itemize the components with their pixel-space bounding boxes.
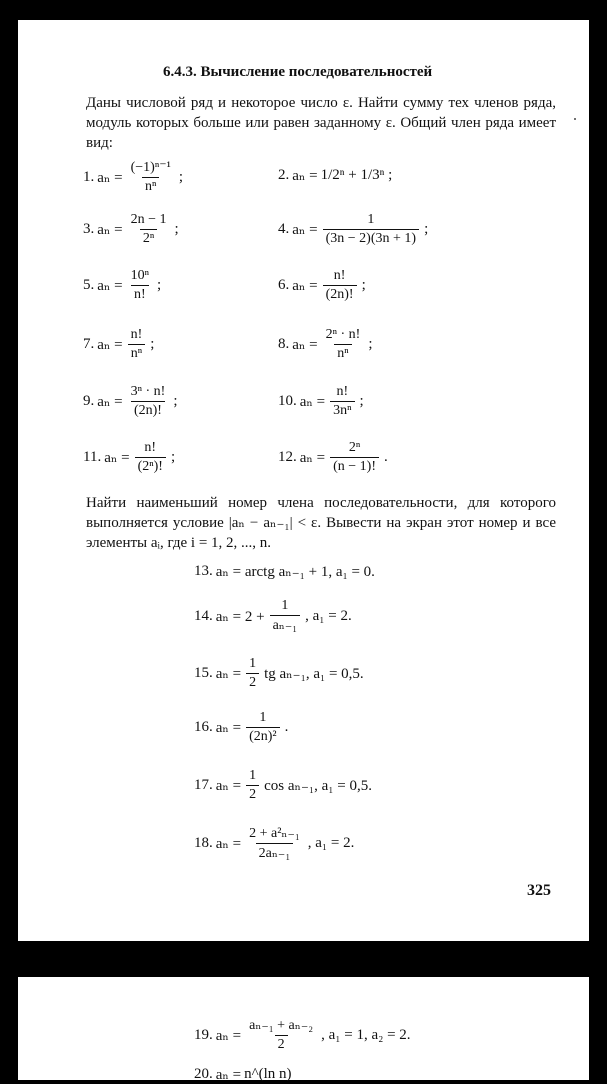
formula-6-number: 6. [278, 277, 290, 293]
formula-7-lhs: aₙ = [97, 337, 123, 353]
formula-17 [194, 768, 372, 803]
formula-1-tail: ; [178, 168, 183, 185]
formula-15-number: 15. [194, 665, 213, 681]
formula-9-number: 9. [83, 393, 95, 409]
formula-17-number: 17. [194, 777, 213, 793]
formula-11-tail: ; [170, 449, 176, 465]
formula-5-number: 5. [83, 277, 95, 293]
formula-17-numerator: 1 [249, 768, 257, 783]
formula-20-lhs: aₙ = [215, 1067, 242, 1083]
formula-17-tail: cos aₙ₋₁, a₁ = 0,5. [264, 778, 372, 794]
formula-18-numerator: 2 + a²ₙ₋₁ [249, 826, 300, 841]
formula-3-lhs: aₙ = [97, 222, 123, 238]
book-page-325 [18, 20, 589, 941]
formula-14-lhs: aₙ = 2 + [215, 608, 265, 625]
formula-7-tail: ; [150, 336, 155, 352]
formula-18-lhs: aₙ = [215, 836, 242, 852]
formula-8 [278, 327, 373, 362]
formula-19-denominator: 2 [275, 1035, 288, 1053]
formula-16-tail: . [284, 719, 289, 735]
formula-4 [278, 212, 428, 247]
formula-18 [194, 825, 354, 862]
task2-paragraph: Найти наименьший номер члена последовательности, для которого выполняется условие |aₙ − aₙ₋₁| < ε. Вывести на экран этот номер и все элементы aᵢ, где i = 1, 2, ..., n. [86, 495, 556, 551]
formula-18-tail: , a₁ = 2. [307, 835, 355, 851]
formula-4-denominator: (3n − 2)(3n + 1) [323, 229, 419, 247]
formula-20-partial [194, 1065, 292, 1084]
formula-5-denominator: n! [131, 285, 149, 303]
formula-7-number: 7. [83, 336, 95, 352]
formula-3-number: 3. [83, 221, 95, 237]
formula-15-tail: tg aₙ₋₁, a₁ = 0,5. [264, 666, 364, 682]
formula-3 [83, 212, 179, 247]
formula-11-denominator: (2ⁿ)! [135, 457, 166, 475]
formula-7 [83, 327, 154, 362]
formula-4-numerator: 1 [367, 212, 375, 227]
formula-1-number: 1. [83, 168, 95, 185]
formula-4-lhs: aₙ = [292, 222, 318, 238]
formula-9-lhs: aₙ = [97, 394, 123, 410]
formula-2-expression: 1/2ⁿ + 1/3ⁿ ; [320, 167, 393, 183]
formula-5 [83, 268, 161, 303]
formula-12-number: 12. [278, 449, 297, 465]
page-number: 325 [527, 882, 551, 899]
formula-11-numerator: n! [144, 440, 157, 455]
formula-16-denominator: (2n)² [246, 727, 280, 745]
formula-10-numerator: n! [336, 384, 349, 399]
formula-8-denominator: nⁿ [334, 344, 351, 362]
formula-12-tail: . [384, 449, 388, 465]
formula-4-tail: ; [424, 221, 429, 237]
formula-10-lhs: aₙ = [299, 394, 326, 410]
formula-14-numerator: 1 [281, 598, 289, 613]
formula-12-denominator: (n − 1)! [330, 457, 379, 475]
formula-7-numerator: n! [130, 327, 143, 342]
formula-15 [194, 656, 364, 691]
formula-12-numerator: 2ⁿ [348, 440, 361, 455]
formula-8-numerator: 2ⁿ · n! [325, 327, 361, 342]
intro-paragraph: Даны числовой ряд и некоторое число ε. Найти сумму тех членов ряда, модуль которых больше или равен заданному ε. Общий член ряда имеет вид: [86, 95, 556, 151]
formula-1 [83, 159, 183, 195]
formula-11-lhs: aₙ = [104, 450, 130, 466]
formula-5-tail: ; [157, 277, 162, 293]
formula-2-number: 2. [278, 167, 290, 183]
formula-6-denominator: (2n)! [323, 285, 357, 303]
formula-11 [83, 440, 175, 475]
formula-9-numerator: 3ⁿ · n! [130, 384, 166, 399]
formula-6 [278, 268, 366, 303]
formula-10 [278, 384, 364, 419]
formula-1-numerator: (−1)ⁿ⁻¹ [130, 160, 171, 175]
section-title: 6.4.3. Вычисление последовательностей [163, 64, 433, 80]
formula-5-lhs: aₙ = [97, 278, 123, 294]
formula-19-lhs: aₙ = [215, 1027, 242, 1044]
formula-2-lhs: aₙ = [292, 168, 318, 184]
formula-10-denominator: 3nⁿ [330, 401, 354, 419]
formula-14-tail: , a₁ = 2. [305, 607, 352, 624]
formula-20-expression: n^(ln n) [244, 1066, 292, 1082]
formula-7-denominator: nⁿ [128, 344, 145, 362]
formula-6-numerator: n! [333, 268, 346, 283]
formula-15-lhs: aₙ = [215, 666, 242, 682]
formula-6-lhs: aₙ = [292, 278, 318, 294]
formula-18-number: 18. [194, 835, 213, 851]
formula-9-denominator: (2n)! [131, 401, 165, 419]
formula-13-number: 13. [194, 563, 213, 579]
book-page-next [18, 977, 589, 1083]
formula-19 [194, 1017, 411, 1053]
formula-12 [278, 440, 388, 475]
formula-10-number: 10. [278, 393, 297, 409]
formula-4-number: 4. [278, 221, 290, 237]
formula-19-tail: , a₁ = 1, a₂ = 2. [321, 1026, 411, 1043]
formula-8-number: 8. [278, 336, 290, 352]
formula-19-numerator: aₙ₋₁ + aₙ₋₂ [249, 1018, 314, 1033]
formula-20-number: 20. [194, 1066, 213, 1082]
formula-17-lhs: aₙ = [215, 778, 242, 794]
formula-13-expression: aₙ = arctg aₙ₋₁ + 1, a₁ = 0. [215, 564, 375, 580]
formula-1-denominator: nⁿ [142, 177, 159, 195]
formula-9 [83, 384, 178, 419]
formula-8-tail: ; [368, 336, 373, 352]
formula-16-number: 16. [194, 719, 213, 735]
formula-15-numerator: 1 [249, 656, 257, 671]
formula-10-tail: ; [359, 393, 364, 409]
scan-speck [574, 118, 576, 120]
formula-5-numerator: 10ⁿ [130, 268, 150, 283]
formula-18-denominator: 2aₙ₋₁ [256, 843, 294, 862]
formula-16 [194, 710, 288, 745]
formula-9-tail: ; [173, 393, 178, 409]
formula-2 [278, 166, 392, 185]
formula-13 [194, 562, 375, 581]
formula-16-numerator: 1 [259, 710, 267, 725]
formula-14-number: 14. [194, 607, 213, 624]
formula-6-tail: ; [361, 277, 366, 293]
formula-14 [194, 598, 352, 634]
formula-17-denominator: 2 [246, 785, 259, 803]
formula-11-number: 11. [83, 449, 102, 465]
formula-15-denominator: 2 [246, 673, 259, 691]
formula-12-lhs: aₙ = [299, 450, 326, 466]
formula-3-tail: ; [174, 221, 179, 237]
formula-16-lhs: aₙ = [215, 720, 242, 736]
formula-3-denominator: 2ⁿ [140, 229, 157, 247]
formula-14-denominator: aₙ₋₁ [270, 615, 301, 634]
formula-3-numerator: 2n − 1 [130, 212, 167, 227]
formula-1-lhs: aₙ = [97, 169, 123, 186]
formula-8-lhs: aₙ = [292, 337, 318, 353]
formula-19-number: 19. [194, 1026, 213, 1043]
